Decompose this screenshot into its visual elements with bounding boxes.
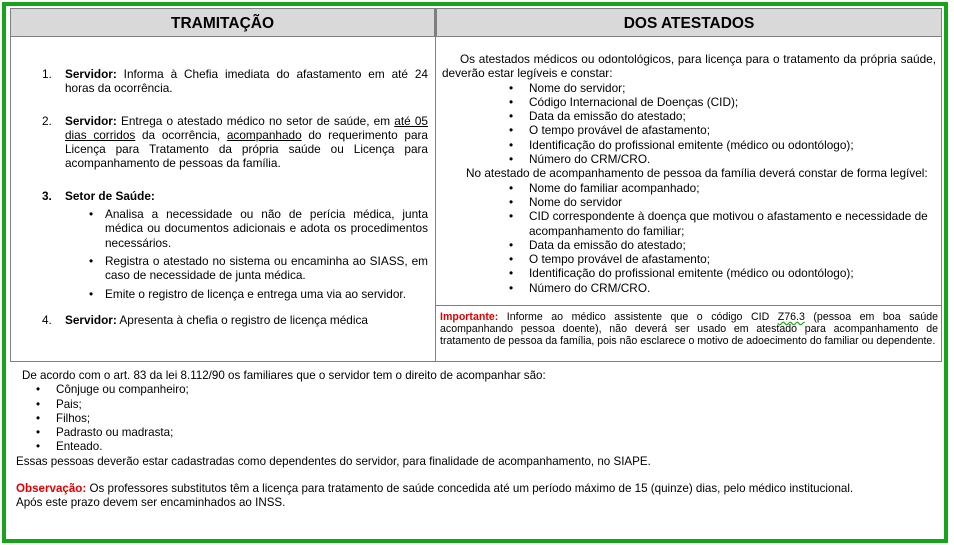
observacao-text-2: Após este prazo devem ser encaminhados ao INSS.	[16, 496, 286, 510]
list-item: • Data da emissão do atestado;	[442, 238, 936, 252]
sub-item: • Analisa a necessidade ou não de perícia médica, junta médica ou documentos adicionais e adota os procedimentos necessários.	[65, 207, 428, 250]
list-item: • CID correspondente à doença que motivou o afastamento e necessidade de acompanhamento do familiar;	[442, 209, 936, 238]
column-divider	[435, 8, 436, 361]
tramitacao-item	[20, 67, 428, 96]
familiares-list	[16, 383, 938, 454]
tramitacao-item	[20, 313, 428, 327]
list-item: • Cônjuge ou companheiro;	[16, 383, 938, 397]
item-text: Entrega o atestado médico no setor de saúde, em	[116, 113, 395, 128]
item-label: Servidor:	[65, 67, 117, 81]
list-item: • Nome do familiar acompanhado;	[442, 181, 936, 195]
list-item: • Código Internacional de Doenças (CID);	[442, 95, 936, 109]
item-text: Informa à Chefia imediata do afastamento em até 24 horas da ocorrência.	[65, 67, 428, 96]
item-text: da ocorrência,	[135, 127, 227, 142]
list-item: • Nome do servidor;	[442, 81, 936, 95]
list-item: • O tempo provável de afastamento;	[442, 123, 936, 137]
list-item: • Padrasto ou madrasta;	[16, 426, 938, 440]
item-number: 3.	[42, 188, 52, 203]
list-item: • Data da emissão do atestado;	[442, 109, 936, 123]
left-border	[10, 37, 11, 361]
item-number: 1.	[42, 67, 52, 81]
observacao-label: Observação:	[16, 482, 87, 496]
list-item: • O tempo provável de afastamento;	[442, 252, 936, 266]
atestados-intro-familia: No atestado de acompanhamento de pessoa da família deverá constar de forma legível:	[466, 166, 928, 181]
importante-text: Informe ao médico assistente que o código CID	[498, 311, 778, 323]
tramitacao-list	[20, 67, 428, 327]
observacao-text: Os professores substitutos têm a licença para tratamento de saúde concedida até um período máximo de 15 (quinze) dias, pelo médico institucional.	[86, 482, 854, 496]
list-item: • Enteado.	[16, 440, 938, 454]
list-item: • Filhos;	[16, 412, 938, 426]
item-label: Servidor:	[65, 113, 117, 128]
bottom-section	[16, 369, 938, 511]
importante-divider	[436, 305, 942, 306]
atestados-list-familia	[442, 181, 936, 295]
right-border	[941, 37, 942, 361]
sub-item: • Emite o registro de licença e entrega uma via ao servidor.	[65, 287, 428, 301]
tramitacao-item	[20, 114, 428, 171]
header-atestados: DOS ATESTADOS	[436, 8, 942, 37]
importante-note	[440, 311, 938, 348]
item-text-underlined: acompanhado	[226, 127, 302, 142]
atestados-intro: Os atestados médicos ou odontológicos, para licença para o tratamento da própria saúde, deverão estar legíveis e constar:	[442, 52, 936, 81]
cid-code: Z76.3	[777, 311, 805, 323]
list-item: • Número do CRM/CRO.	[442, 152, 936, 166]
tramitacao-item	[20, 189, 428, 301]
list-item: • Nome do servidor	[442, 195, 936, 209]
section-divider	[10, 361, 942, 362]
list-item: • Pais;	[16, 398, 938, 412]
importante-label: Importante:	[440, 311, 499, 323]
document-frame	[2, 2, 948, 543]
list-item: • Número do CRM/CRO.	[442, 281, 936, 295]
observacao	[16, 482, 938, 496]
item-number: 4.	[42, 312, 52, 327]
familiares-intro: De acordo com o art. 83 da lei 8.112/90 os familiares que o servidor tem o direito de acompanhar são:	[22, 369, 546, 382]
item-number: 2.	[42, 113, 52, 128]
item-text: Apresenta à chefia o registro de licença médica	[116, 312, 368, 327]
sub-item: • Registra o atestado no sistema ou encaminha ao SIASS, em caso de necessidade de junta médica.	[65, 254, 428, 283]
importante-text: (pessoa em boa saúde acompanhando pessoa doente), não deverá ser usado em atestado para acompanhamento de tratamento de pessoa da família, pois não esclarece o motivo de adoecimento do familiar ou dependente.	[440, 311, 938, 348]
list-item: • Identificação do profissional emitente (médico ou odontólogo);	[442, 138, 936, 152]
header-tramitacao: TRAMITAÇÃO	[10, 8, 435, 37]
atestados-list-saude	[442, 81, 936, 167]
atestados-section	[442, 52, 936, 295]
item-text-underlined: até 05 dias corridos	[65, 113, 428, 142]
item-label: Setor de Saúde:	[65, 188, 155, 203]
list-item: • Identificação do profissional emitente (médico ou odontólogo);	[442, 266, 936, 280]
item-label: Servidor:	[65, 312, 117, 327]
setor-saude-sublist	[65, 207, 428, 301]
item-text: do requerimento para Licença para Tratamento da própria saúde ou Licença para acompanhamento de pessoas da família.	[65, 127, 428, 171]
siape-note: Essas pessoas deverão estar cadastradas como dependentes do servidor, para finalidade de acompanhamento, no SIAPE.	[16, 454, 651, 468]
